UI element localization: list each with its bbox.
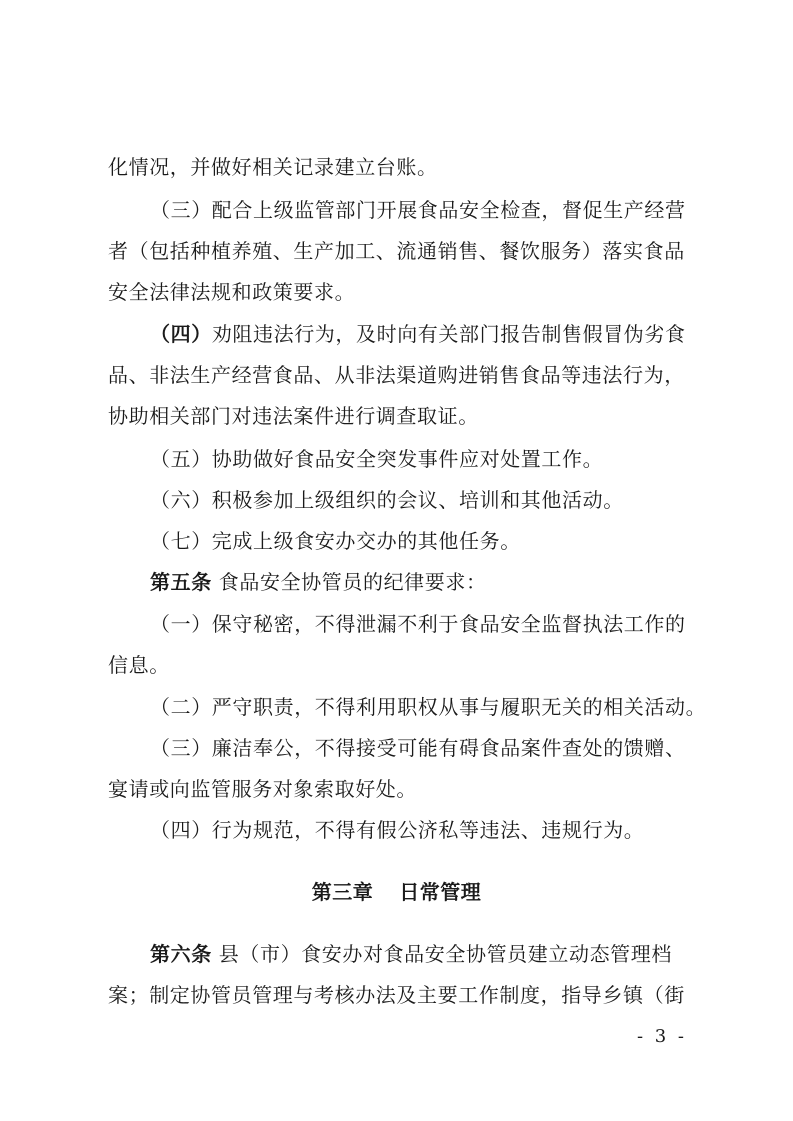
- paragraph-line: （三）廉洁奉公，不得接受可能有碍食品案件查处的馈赠、: [150, 736, 686, 760]
- paragraph-line: 化情况，并做好相关记录建立台账。: [108, 155, 438, 179]
- article-heading-line: [150, 569, 695, 595]
- article-text: 县（市）食安办对食品安全协管员建立动态管理档: [211, 942, 672, 966]
- paragraph-line: 协助相关部门对违法案件进行调查取证。: [108, 404, 479, 428]
- paragraph-line: 品、非法生产经营食品、从非法渠道购进销售食品等违法行为，: [108, 363, 685, 387]
- chapter-number: 第三章: [311, 880, 374, 904]
- paragraph-line: （五）协助做好食品安全突发事件应对处置工作。: [150, 447, 604, 471]
- paragraph-line: 安全法律法规和政策要求。: [108, 280, 356, 304]
- page-number: - 3 -: [636, 1026, 687, 1047]
- paragraph-line: （三）配合上级监管部门开展食品安全检查，督促生产经营: [150, 198, 686, 222]
- item-text: 劝阻违法行为，及时向有关部门报告制售假冒伪劣食: [211, 322, 686, 346]
- paragraph-line: 案；制定协管员管理与考核办法及主要工作制度，指导乡镇（街: [108, 983, 685, 1007]
- item-number: （四）: [150, 322, 212, 346]
- paragraph-line: （二）严守职责，不得利用职权从事与履职无关的相关活动。: [150, 695, 707, 719]
- article-text: 食品安全协管员的纪律要求：: [211, 570, 487, 594]
- paragraph-line: （七）完成上级食安办交办的其他任务。: [150, 529, 521, 553]
- paragraph-line: 宴请或向监管服务对象索取好处。: [108, 777, 417, 801]
- paragraph-line: [150, 321, 695, 347]
- paragraph-line: （四）行为规范，不得有假公济私等违法、违规行为。: [150, 818, 645, 842]
- chapter-heading: [0, 879, 793, 905]
- article-number: 第六条: [150, 942, 212, 966]
- chapter-title: 日常管理: [399, 880, 482, 904]
- paragraph-line: （六）积极参加上级组织的会议、培训和其他活动。: [150, 488, 624, 512]
- article-heading-line: [150, 941, 695, 967]
- paragraph-line: （一）保守秘密，不得泄漏不利于食品安全监督执法工作的: [150, 612, 686, 636]
- paragraph-line: 信息。: [108, 653, 170, 677]
- article-number: 第五条: [150, 570, 212, 594]
- paragraph-line: 者（包括种植养殖、生产加工、流通销售、餐饮服务）落实食品: [108, 239, 685, 263]
